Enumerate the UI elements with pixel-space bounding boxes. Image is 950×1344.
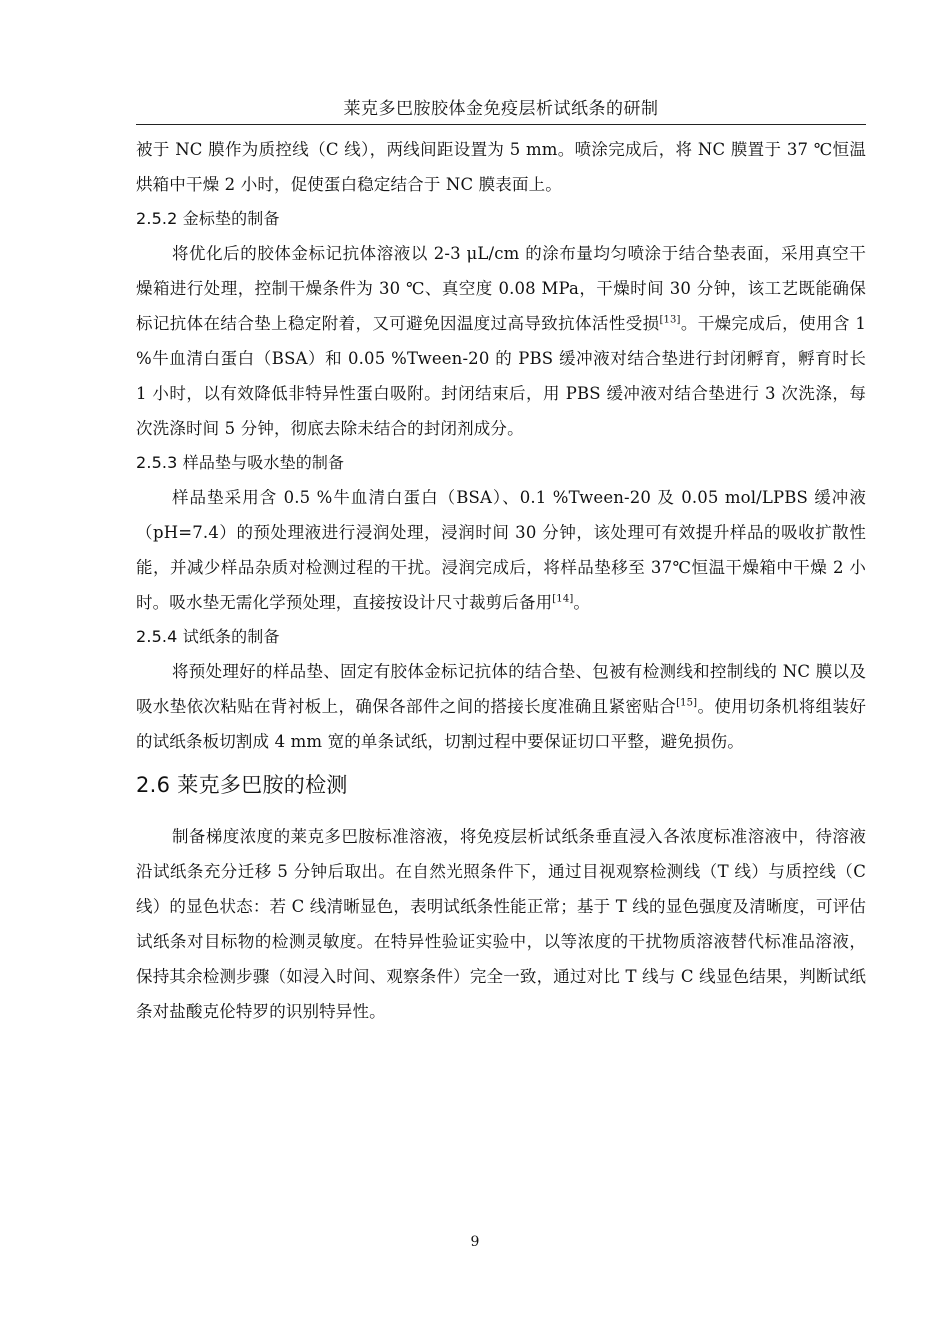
paragraph-2-5-3-text-a: 样品垫采用含 0.5 %牛血清白蛋白（BSA）、0.1 %Tween-20 及 0.05 mol/LPBS 缓冲液（pH=7.4）的预处理液进行浸润处理，浸润时间 30 分钟，该处理可有效提升样品的吸收扩散性能，并减少样品杂质对检测过程的干扰。浸润完成后，将样品垫移至 37℃恒温干燥箱中干燥 2 小时。吸水垫无需化学预处理，直接按设计尺寸裁剪后备用 xyxy=(136,488,866,612)
paragraph-2-5-4-text-b: 。使用切条机将组装好的试纸条板切割成 4 mm 宽的单条试纸，切割过程中要保证切口平整，避免损伤。 xyxy=(136,697,866,751)
paragraph-2-5-3 xyxy=(136,480,866,620)
heading-2-5-4: 2.5.4 试纸条的制备 xyxy=(136,627,280,646)
page-body xyxy=(136,132,866,1029)
paragraph-2-5-2-text-a: 将优化后的胶体金标记抗体溶液以 2-3 μL/cm 的涂布量均匀喷涂于结合垫表面，采用真空干燥箱进行处理，控制干燥条件为 30 ℃、真空度 0.08 MPa，干燥时间 30 分钟，该工艺既能确保标记抗体在结合垫上稳定附着，又可避免因温度过高导致抗体活性受损 xyxy=(136,244,866,333)
heading-2-5-3: 2.5.3 样品垫与吸水垫的制备 xyxy=(136,453,345,472)
paragraph-2-5-3-text-b: 。 xyxy=(573,593,591,612)
paragraph-2-5-2 xyxy=(136,236,866,446)
page-number: 9 xyxy=(470,1234,480,1250)
paragraph-2-5-4 xyxy=(136,654,866,759)
paragraph-continued: 被于 NC 膜作为质控线（C 线），两线间距设置为 5 mm。喷涂完成后，将 NC 膜置于 37 ℃恒温烘箱中干燥 2 小时，促使蛋白稳定结合于 NC 膜表面上。 xyxy=(136,140,866,194)
paragraph-2-5-4-text-a: 将预处理好的样品垫、固定有胶体金标记抗体的结合垫、包被有检测线和控制线的 NC 膜以及吸水垫依次粘贴在背衬板上，确保各部件之间的搭接长度准确且紧密贴合 xyxy=(136,662,866,716)
running-header: 莱克多巴胺胶体金免疫层析试纸条的研制 xyxy=(343,99,659,119)
citation-15: [15] xyxy=(676,697,698,709)
paragraph-2-6: 制备梯度浓度的莱克多巴胺标准溶液，将免疫层析试纸条垂直浸入各浓度标准溶液中，待溶液沿试纸条充分迁移 5 分钟后取出。在自然光照条件下，通过目视观察检测线（T 线）与质控线（C 线）的显色状态：若 C 线清晰显色，表明试纸条性能正常；基于 T 线的显色强度及清晰度，可评估试纸条对目标物的检测灵敏度。在特异性验证实验中，以等浓度的干扰物质溶液替代标准品溶液，保持其余检测步骤（如浸入时间、观察条件）完全一致，通过对比 T 线与 C 线显色结果，判断试纸条对盐酸克伦特罗的识别特异性。 xyxy=(136,827,866,1021)
citation-14: [14] xyxy=(552,593,574,605)
paragraph-2-5-2-text-b: 。干燥完成后，使用含 1 %牛血清白蛋白（BSA）和 0.05 %Tween-20 的 PBS 缓冲液对结合垫进行封闭孵育，孵育时长 1 小时，以有效降低非特异性蛋白吸附。封闭结束后，用 PBS 缓冲液对结合垫进行 3 次洗涤，每次洗涤时间 5 分钟，彻底去除未结合的封闭剂成分。 xyxy=(136,314,867,438)
header-divider xyxy=(136,124,866,125)
heading-2-6: 2.6 莱克多巴胺的检测 xyxy=(136,773,348,797)
citation-13: [13] xyxy=(659,314,681,326)
heading-2-5-2: 2.5.2 金标垫的制备 xyxy=(136,209,280,228)
